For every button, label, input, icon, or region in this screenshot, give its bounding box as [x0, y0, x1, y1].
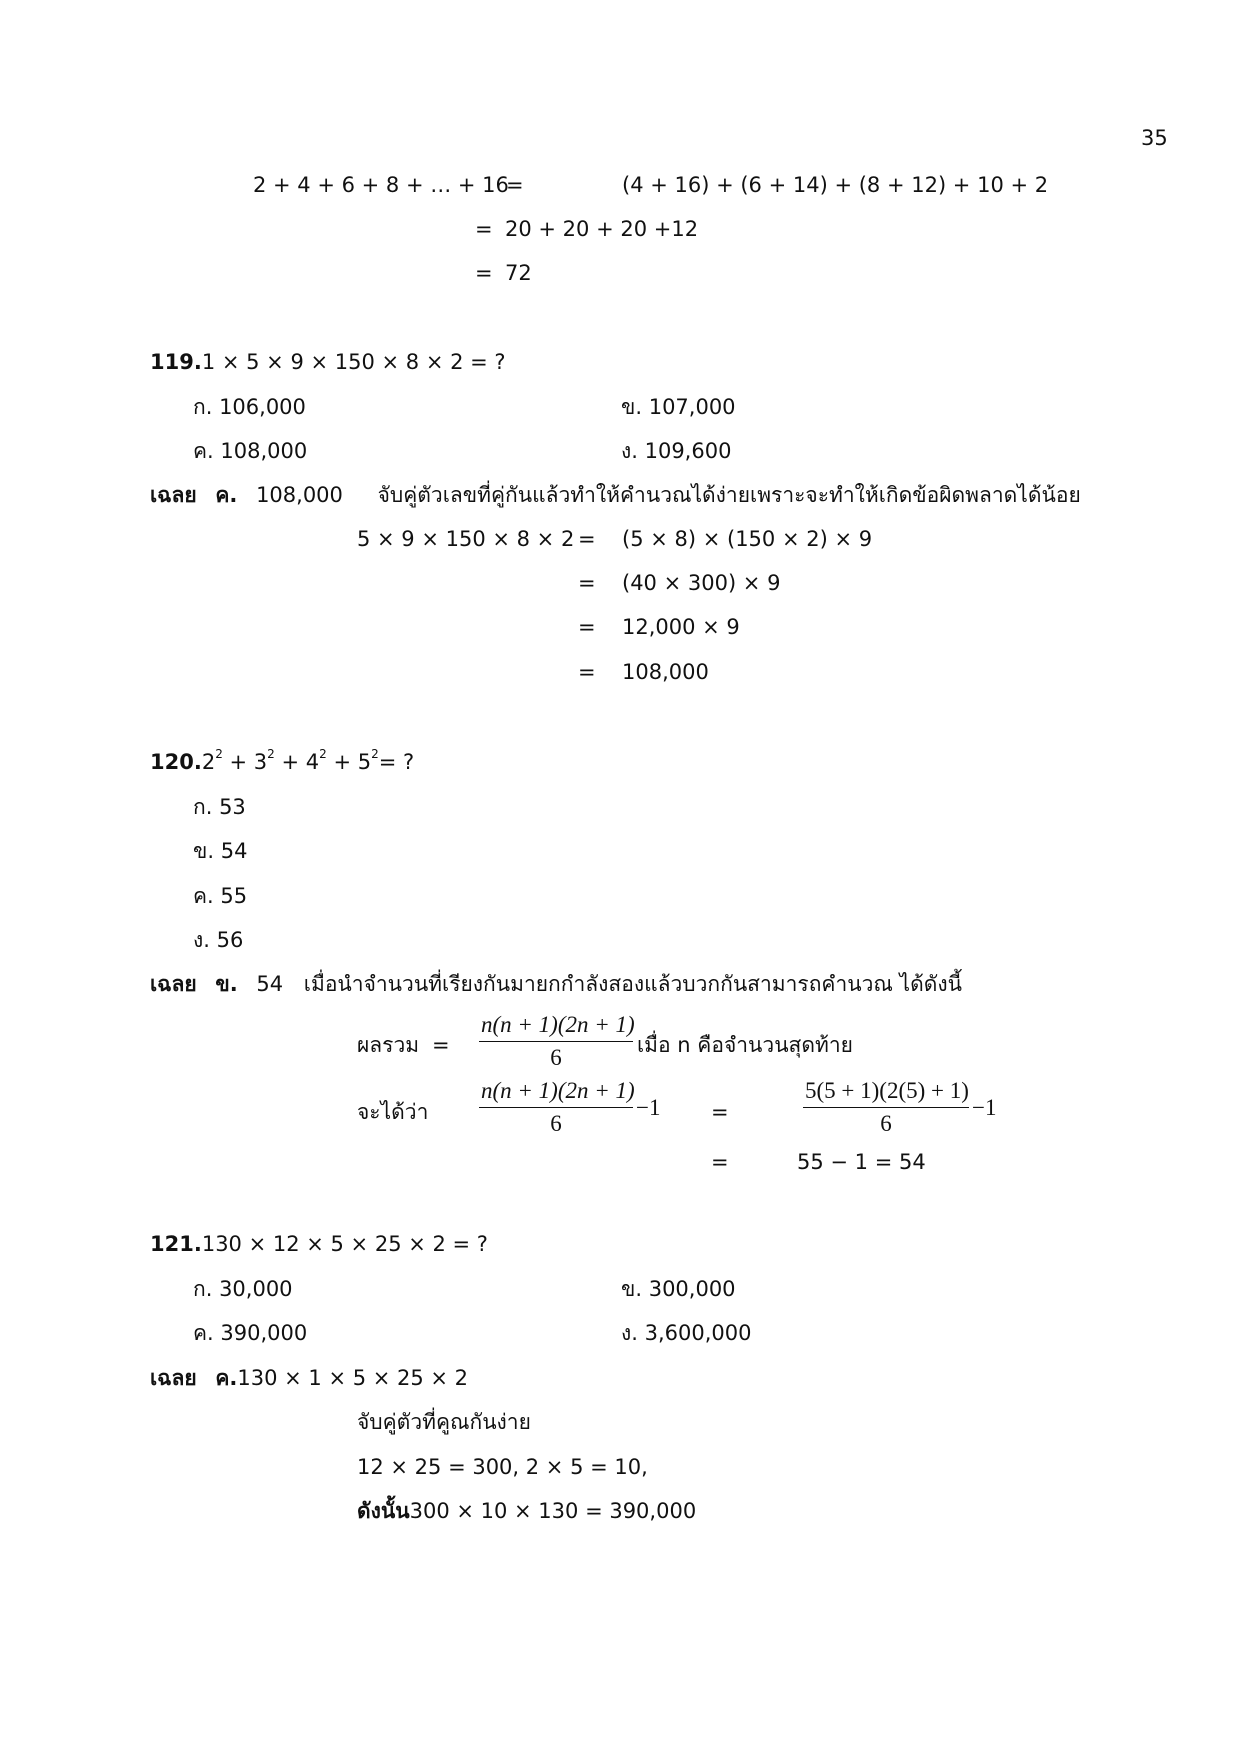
pairs-text: 12 × 25 = 300, 2 × 5 = 10,: [357, 1455, 648, 1479]
answer-line: [150, 485, 1081, 506]
choice-d: ง. 3,600,000: [621, 1321, 752, 1345]
equals-sign: =: [475, 217, 493, 241]
term-2: + 3: [229, 750, 268, 774]
equals-sign: =: [506, 173, 524, 197]
page-number: 35: [1141, 126, 1168, 150]
term-4: + 5: [333, 750, 372, 774]
answer-label: เฉลย: [150, 972, 197, 996]
exponent: 2: [267, 747, 275, 761]
fraction-denominator: 6: [880, 1111, 892, 1136]
equals-sign: =: [711, 1150, 729, 1174]
choice-c: ค. 108,000: [193, 439, 308, 463]
question-text: [150, 1234, 488, 1255]
choice-d: ง. 109,600: [621, 439, 732, 463]
equals-sign: =: [475, 261, 493, 285]
formula-fraction: [479, 1078, 633, 1137]
equals-sign: =: [432, 1033, 450, 1057]
equals-sign: =: [578, 660, 596, 684]
exponent: 2: [371, 747, 379, 761]
question-tail: = ?: [378, 750, 415, 774]
fraction-denominator: 6: [550, 1045, 562, 1070]
question-expression: 1 × 5 × 9 × 150 × 8 × 2 = ?: [201, 350, 506, 374]
equals-sign: =: [578, 571, 596, 595]
answer-line: [150, 974, 962, 995]
minus-one: −1: [636, 1095, 661, 1120]
equals-sign: =: [578, 527, 596, 551]
answer-explanation: เมื่อนำจำนวนที่เรียงกันมายกกำลังสองแล้วบวกกันสามารถคำนวณ ได้ดังนี้: [303, 972, 963, 996]
answer-label: เฉลย: [150, 1366, 197, 1390]
sum-rhs-3: 72: [505, 261, 532, 285]
choice-b: ข. 54: [193, 839, 248, 863]
choice-c: ค. 55: [193, 884, 248, 908]
answer-choice: ค.: [215, 1366, 238, 1390]
work-step-4: 108,000: [622, 660, 709, 684]
answer-value: 54: [256, 972, 284, 996]
question-number: 120.: [150, 750, 202, 774]
sum-formula-fraction: [479, 1012, 633, 1071]
choice-b: ข. 107,000: [621, 395, 736, 419]
term-3: + 4: [281, 750, 320, 774]
work-lhs: 5 × 9 × 150 × 8 × 2: [357, 527, 575, 551]
question-text: [150, 352, 506, 373]
answer-label: เฉลย: [150, 483, 197, 507]
sum-rhs-2: 20 + 20 + 20 +12: [505, 217, 699, 241]
so-label: จะได้ว่า: [357, 1100, 429, 1124]
therefore-label: ดังนั้น: [357, 1499, 410, 1523]
fraction-numerator: n(n + 1)(2n + 1): [481, 1078, 635, 1103]
answer-explanation: จับคู่ตัวเลขที่คู่กันแล้วทำให้คำนวณได้ง่ายเพราะจะทำให้เกิดข้อผิดพลาดได้น้อย: [377, 483, 1081, 507]
answer-line: [150, 1368, 468, 1389]
answer-value: 108,000: [256, 483, 343, 507]
exponent: 2: [319, 747, 327, 761]
exponent: 2: [215, 747, 223, 761]
answer-choice: ข.: [215, 972, 238, 996]
choice-d: ง. 56: [193, 928, 244, 952]
fraction-numerator: 5(5 + 1)(2(5) + 1): [805, 1078, 969, 1103]
work-step-2: (40 × 300) × 9: [622, 571, 781, 595]
question-number: 119.: [150, 350, 202, 374]
choice-a: ก. 30,000: [193, 1277, 293, 1301]
therefore-line: [357, 1501, 696, 1522]
sum-label: ผลรวม: [357, 1033, 420, 1057]
answer-explanation: 130 × 1 × 5 × 25 × 2: [237, 1366, 469, 1390]
equals-sign: =: [578, 615, 596, 639]
sum-lhs: 2 + 4 + 6 + 8 + … + 16: [253, 173, 509, 197]
formula-note: เมื่อ n คือจำนวนสุดท้าย: [637, 1033, 853, 1057]
choice-a: ก. 53: [193, 795, 246, 819]
question-number: 121.: [150, 1232, 202, 1256]
substituted-fraction: [803, 1078, 969, 1137]
work-step-3: 12,000 × 9: [622, 615, 740, 639]
fraction-denominator: 6: [550, 1111, 562, 1136]
sum-rhs-1: (4 + 16) + (6 + 14) + (8 + 12) + 10 + 2: [622, 173, 1049, 197]
therefore-text: 300 × 10 × 130 = 390,000: [409, 1499, 697, 1523]
question-text: [150, 747, 415, 774]
question-expression: 130 × 12 × 5 × 25 × 2 = ?: [201, 1232, 488, 1256]
term-1: 2: [201, 750, 216, 774]
fraction-numerator: n(n + 1)(2n + 1): [481, 1012, 635, 1037]
choice-c: ค. 390,000: [193, 1321, 308, 1345]
minus-one: −1: [972, 1095, 997, 1120]
work-step-1: (5 × 8) × (150 × 2) × 9: [622, 527, 873, 551]
choice-b: ข. 300,000: [621, 1277, 736, 1301]
formula-result: 55 − 1 = 54: [797, 1150, 926, 1174]
pair-text: จับคู่ตัวที่คูณกันง่าย: [357, 1410, 531, 1434]
choice-a: ก. 106,000: [193, 395, 306, 419]
answer-choice: ค.: [215, 483, 238, 507]
equals-sign: =: [711, 1100, 729, 1124]
